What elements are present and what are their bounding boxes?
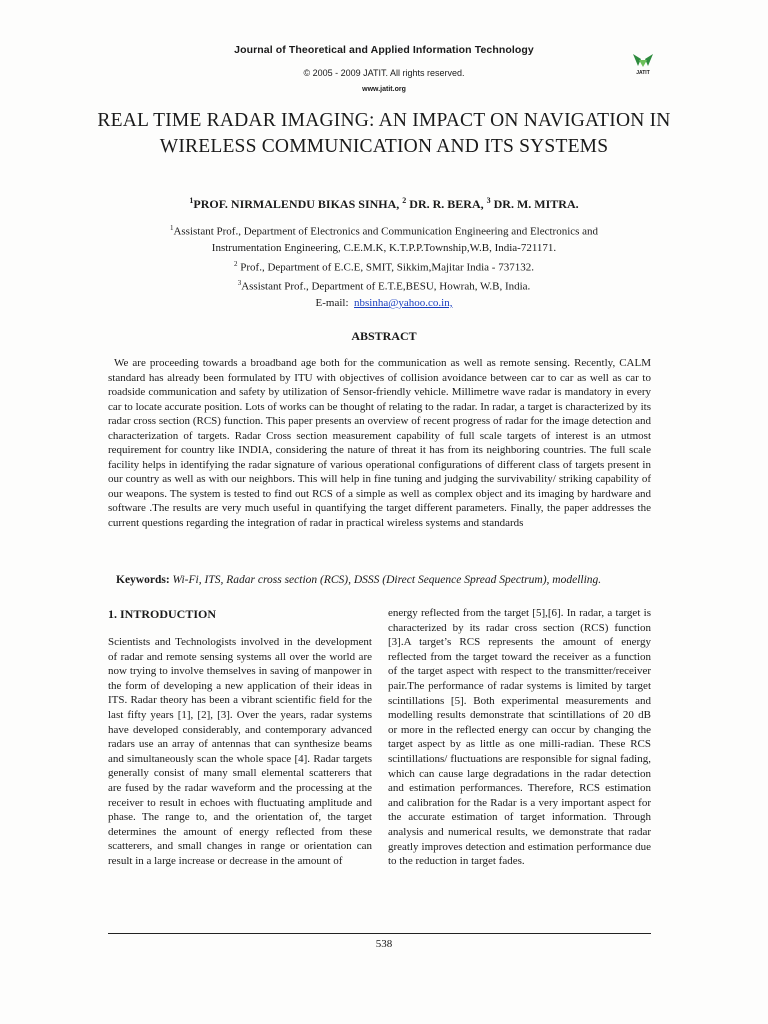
author-2: DR. R. BERA, (409, 197, 484, 211)
jatit-logo-icon (629, 50, 657, 76)
affiliation-2 (100, 256, 668, 276)
paper-title: REAL TIME RADAR IMAGING: AN IMPACT ON NAVIGATION IN WIRELESS COMMUNICATION AND ITS SYSTEMS (97, 110, 671, 157)
abstract-heading: ABSTRACT (351, 329, 417, 343)
author-list (0, 196, 768, 212)
affiliation-2-text: Prof., Department of E.C.E, SMIT, Sikkim,Majitar India - 737132. (240, 261, 534, 274)
keywords-label: Keywords: (116, 574, 170, 586)
page-number: 538 (375, 938, 393, 950)
copyright-notice: © 2005 - 2009 JATIT. All rights reserved. (303, 68, 465, 78)
affiliation-1-index: 1 (169, 224, 174, 232)
journal-name: Journal of Theoretical and Applied Information Technology (234, 44, 534, 56)
author-2-index: 2 (402, 196, 407, 205)
section-heading-introduction: 1. INTRODUCTION (108, 607, 217, 621)
email-line (100, 295, 668, 311)
author-1-index: 1 (189, 196, 194, 205)
journal-website: www.jatit.org (362, 86, 406, 93)
affiliation-2-index: 2 (234, 259, 238, 268)
affiliation-3 (100, 275, 668, 295)
affiliation-1-line-1: Assistant Prof., Department of Electronics and Communication Engineering and Electronics and (173, 225, 599, 238)
keywords-line (116, 574, 656, 586)
email-label: E-mail: (315, 296, 349, 309)
email-link[interactable]: nbsinha@yahoo.co.in, (354, 296, 453, 309)
affiliation-1-line-2: Instrumentation Engineering, C.E.M.K, K.T.P.P.Township,W.B, India-721171. (211, 241, 557, 254)
author-1: PROF. NIRMALENDU BIKAS SINHA, (193, 197, 400, 211)
affiliation-1 (100, 220, 668, 240)
logo-text: JATIT (636, 70, 650, 76)
footer-divider (108, 933, 651, 934)
intro-right-column: energy reflected from the target [5],[6]. In radar, a target is characterized by its radar cross section (RCS) function [3].A target’s RCS represents the amount of energy reflected from the target toward the receiver as a function of the target aspect with respect to the transmitter/receiver pair.The performance of radar systems is limited by target scintillations [5]. Both experimental measurements and modelling results demonstrate that scintillations of 20 dB or more in the reflected energy can occur by changing the target aspect by as little as one milli-radian. These RCS scintillations/ fluctuations are responsible for signal fading, which can cause large degradations in the radar detection and estimation performances. Therefore, RCS estimation and calibration for the Radar is a very important aspect for the accurate estimation of target information. Through analysis and numerical results, we demonstrate that radar greatly improves detection and estimation performance due to the reduction in target fades. (388, 607, 651, 868)
intro-left-column: Scientists and Technologists involved in the development of radar and remote sensing systems all over the world are now trying to involve themselves in saving of manpower in the form of developing a new application of their ideas in ITS. Radar theory has been a vibrant scientific field for the last fifty years [1], [2], [3]. Over the years, radar systems have developed considerably, and contemporary advanced radars use an array of antennas that can synthesize beams and simultaneously scan the whole space [4]. Radar targets generally consist of many small elemental scatterers that are fused by the radar waveform and the processing at the receiver to result in echoes with fluctuating amplitude and phase. The range to, and the orientation of, the target determines the amount of energy reflected from these scatterers, and small changes in range or orientation can result in a large increase or decrease in the amount of (108, 636, 372, 867)
author-3: DR. M. MITRA. (493, 197, 579, 211)
affiliation-3-text: Assistant Prof., Department of E.T.E,BESU, Howrah, W.B, India. (241, 280, 531, 293)
keywords-text: Wi-Fi, ITS, Radar cross section (RCS), DSSS (Direct Sequence Spread Spectrum), modelling. (172, 574, 602, 586)
author-3-index: 3 (486, 196, 491, 205)
affiliation-3-index: 3 (237, 279, 242, 288)
affiliations (100, 220, 668, 311)
abstract-text: We are proceeding towards a broadband age both for the communication as well as remote sensing. Recently, CALM standard has already been formulated by ITU with objectives of collision avoidance between car to car as well as car to roadside communication and safety by utilization of Sensor-friendly vehicle. Millimetre wave radar is mandatory in every car to locate accurate position. Lots of works can be thought of relating to the radar. In radar, a target is characterized by its radar cross section (RCS) function. This paper presents an overview of recent progress of radar for the image detection and characterization of targets. Radar Cross section measurement capability of full scale targets of interest is an utmost requirement for country like INDIA, considering the nature of threat it has from its neighboring countries. The full scale facility helps in identifying the radar signature of various operational configurations of different class of targets present in our country as well as with our neighbors. This will help in fine tuning and judging the survivability/ striking capability of our weapons. The system is tested to find out RCS of a simple as well as complex object and its imaging by hardware and software .The results are very much useful in quantifying the target different parameters. Finally, the paper addresses the current questions regarding the integration of radar in practical wireless systems and standards (108, 357, 651, 529)
